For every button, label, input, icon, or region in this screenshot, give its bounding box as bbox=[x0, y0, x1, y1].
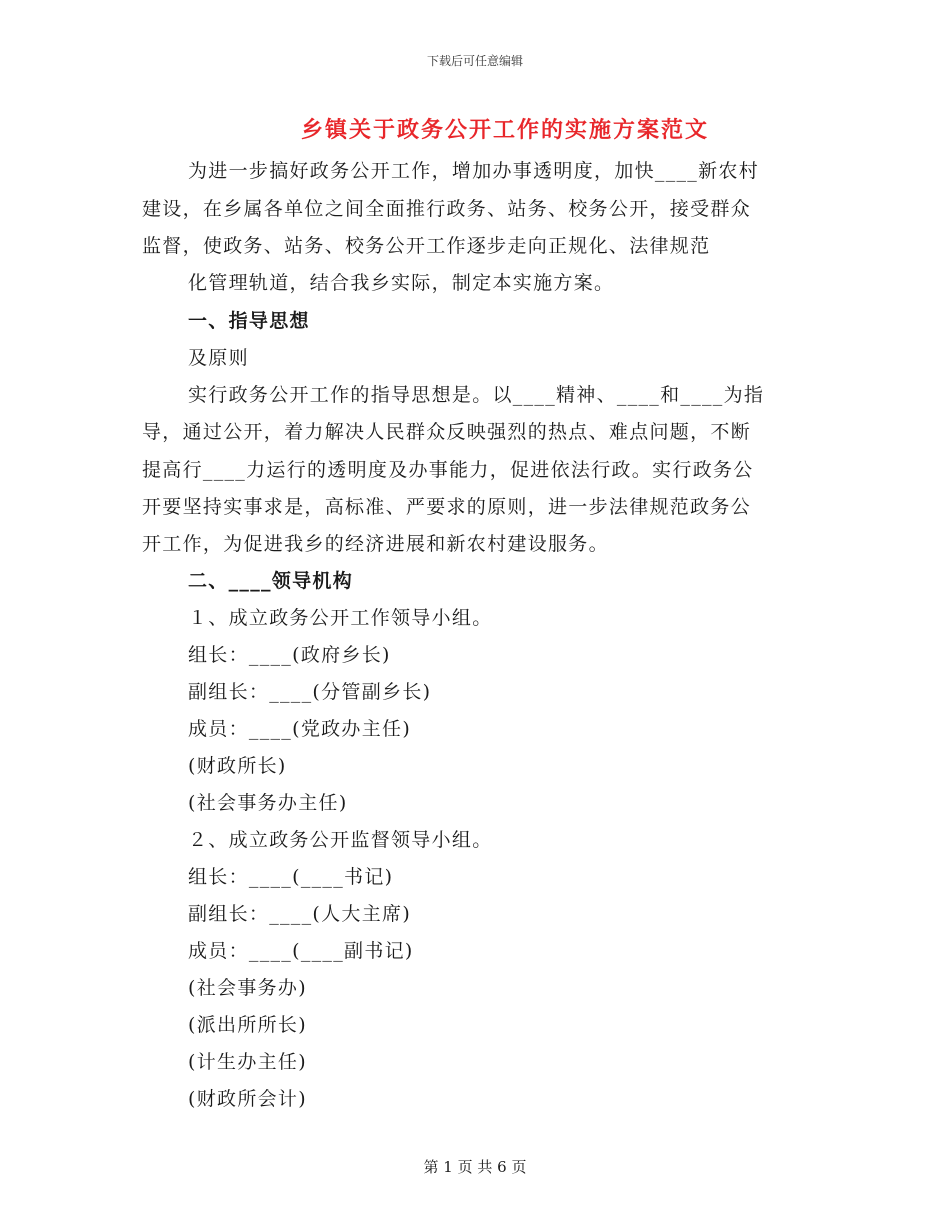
paragraph-line: 建设，在乡属各单位之间全面推行政务、站务、校务公开，接受群众 bbox=[142, 198, 752, 220]
list-item: (财政所长) bbox=[188, 755, 287, 777]
section-heading: 一、指导思想 bbox=[188, 310, 310, 332]
paragraph-line: 导，通过公开，着力解决人民群众反映强烈的热点、难点问题，不断 bbox=[142, 421, 752, 443]
paragraph-line: 化管理轨道，结合我乡实际，制定本实施方案。 bbox=[188, 272, 615, 294]
section-heading: 二、____领导机构 bbox=[188, 570, 354, 592]
page-header-note: 下载后可任意编辑 bbox=[426, 54, 523, 68]
paragraph-line: 监督，使政务、站务、校务公开工作逐步走向正规化、法律规范 bbox=[142, 235, 711, 257]
paragraph-line: 提高行____力运行的透明度及办事能力，促进依法行政。实行政务公 bbox=[142, 459, 754, 481]
paragraph-line: 及原则 bbox=[188, 347, 249, 369]
list-item: 成员：____(党政办主任) bbox=[188, 718, 412, 740]
list-item: (计生办主任) bbox=[188, 1051, 307, 1073]
list-item: 成员：____(____副书记) bbox=[188, 940, 414, 962]
list-item: ２、成立政务公开监督领导小组。 bbox=[188, 829, 493, 851]
list-item: (社会事务办) bbox=[188, 977, 307, 999]
list-item: (财政所会计) bbox=[188, 1088, 307, 1110]
paragraph-line: 开工作，为促进我乡的经济进展和新农村建设服务。 bbox=[142, 533, 609, 555]
document-title: 乡镇关于政务公开工作的实施方案范文 bbox=[300, 117, 709, 143]
list-item: (派出所所长) bbox=[188, 1014, 307, 1036]
list-item: １、成立政务公开工作领导小组。 bbox=[188, 607, 493, 629]
list-item: 副组长：____(分管副乡长) bbox=[188, 681, 432, 703]
list-item: 副组长：____(人大主席) bbox=[188, 903, 412, 925]
paragraph-line: 为进一步搞好政务公开工作，增加办事透明度，加快____新农村 bbox=[188, 160, 760, 182]
list-item: (社会事务办主任) bbox=[188, 792, 348, 814]
list-item: 组长：____(政府乡长) bbox=[188, 644, 391, 666]
list-item: 组长：____(____书记) bbox=[188, 866, 394, 888]
paragraph-line: 开要坚持实事求是，高标准、严要求的原则，进一步法律规范政务公 bbox=[142, 496, 752, 518]
paragraph-line: 实行政务公开工作的指导思想是。以____精神、____和____为指 bbox=[188, 384, 765, 406]
page-number-footer: 第 1 页 共 6 页 bbox=[423, 1158, 527, 1176]
